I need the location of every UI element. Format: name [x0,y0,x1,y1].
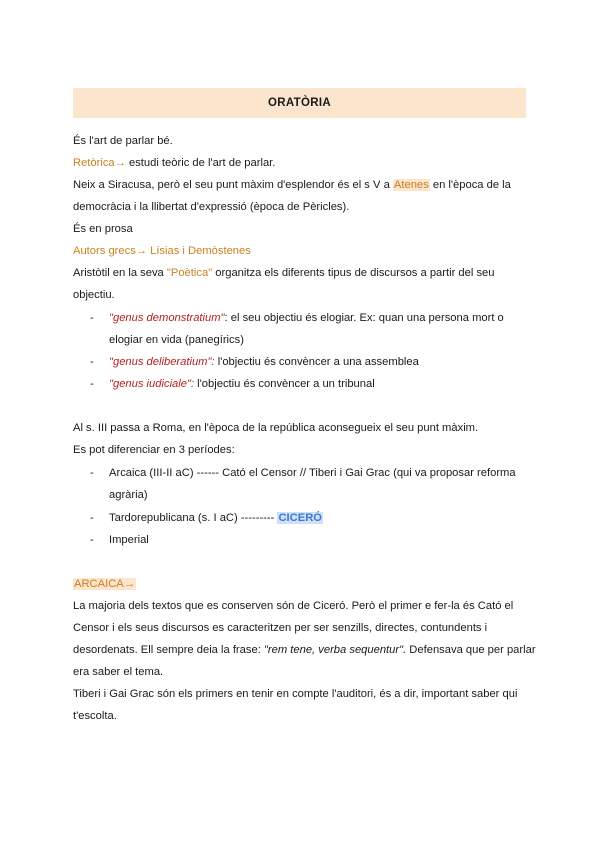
retorica-definition: estudi teòric de l'art de parlar. [125,157,276,169]
paragraph-grac-cont [73,708,117,724]
list-item-genus-iudiciale [109,376,375,392]
text: l'objectiu és convèncer a un tribunal [194,378,375,390]
greek-authors [73,243,251,259]
heading-text: ARCAICA→ [74,578,135,590]
text: Tardorepublicana (s. I aC) --------- [109,512,278,524]
bullet-marker: - [90,467,94,479]
text: agrària) [109,489,148,501]
list-item-tardorepublicana [109,510,323,526]
text: Al s. III passa a Roma, en l'època de la república aconsegueix el seu punt màxim. [73,422,479,434]
paragraph-rome [73,420,478,436]
bullet-marker: - [90,356,94,368]
text: era saber el tema. [73,666,164,678]
bullet-marker: - [90,512,94,524]
arrow-icon: → [114,157,126,169]
list-item-genus-deliberatium [109,354,419,370]
bullet-marker: - [90,312,94,324]
list-item-arcaica-cont [109,487,148,503]
text: Defensava que per parlar [406,644,536,656]
list-item-arcaica [109,465,516,481]
paragraph-aristotle [73,265,495,281]
paragraph-definition [73,133,173,149]
bullet-marker: - [90,534,94,546]
paragraph-grac [73,686,517,702]
paragraph-origin [73,177,511,193]
text: objectiu. [73,289,115,301]
list-item-imperial [109,532,149,548]
genus-term: "genus iudiciale": [109,378,195,390]
paragraph-origin-cont [73,199,349,215]
retorica-term: Retòrica [73,157,115,169]
paragraph-phrase-cont [73,664,163,680]
paragraph-texts [73,598,513,614]
latin-quote: "rem tene, verba sequentur". [263,644,407,656]
text: Aristòtil en la seva [73,267,167,279]
page-title: ORATÒRIA [268,97,331,109]
text: organitza els diferents tipus de discursos a partir del seu [212,267,495,279]
bullet-marker: - [90,378,94,390]
cicero-highlight: CICERÓ [278,512,322,524]
text: Tiberi i Gai Grac són els primers en tenir en compte l'auditori, és a dir, important saber qui [73,688,518,700]
text: desordenats. Ell sempre deia la frase: [73,644,264,656]
paragraph-prose [73,221,133,237]
poetica-quote: "Poètica" [166,267,213,279]
genus-term: "genus deliberatium": [109,356,215,368]
list-item-genus-cont [109,332,244,348]
arcaica-heading [73,576,136,592]
text: Autors grecs→ Lísias i Demòstenes [73,245,251,257]
text: en l'època de la [429,179,511,191]
genus-term: "genus demonstratium" [109,312,225,324]
paragraph-phrase [73,642,536,658]
text: Imperial [109,534,149,546]
paragraph-aristotle-cont [73,287,115,303]
text: : el seu objectiu és elogiar. Ex: quan una persona mort o [224,312,504,324]
paragraph-periods-intro [73,442,235,458]
text: Es pot diferenciar en 3 períodes: [73,444,235,456]
text: t'escolta. [73,710,117,722]
text: Arcaica (III-II aC) ------ Cató el Censor // Tiberi i Gai Grac (qui va proposar reforma [109,467,516,479]
text: Censor i els seus discursos es caracteritzen per ser senzills, directes, contundents i [73,622,488,634]
list-item-genus-demonstratium [109,310,504,326]
text: Neix a Siracusa, però el seu punt màxim d'esplendor és el s V a [73,179,393,191]
text: És l'art de parlar bé. [73,135,173,147]
atenes-highlight: Atenes [393,179,429,191]
text: La majoria dels textos que es conserven són de Ciceró. Però el primer e fer-la és Cató el [73,600,514,612]
text: elogiar en vida (panegírics) [109,334,244,346]
title-banner [73,88,526,118]
paragraph-retorica [73,155,275,171]
text: És en prosa [73,223,133,235]
text: l'objectiu és convèncer a una assemblea [214,356,419,368]
text: democràcia i la llibertat d'expressió (època de Pèricles). [73,201,350,213]
paragraph-texts-cont [73,620,487,636]
